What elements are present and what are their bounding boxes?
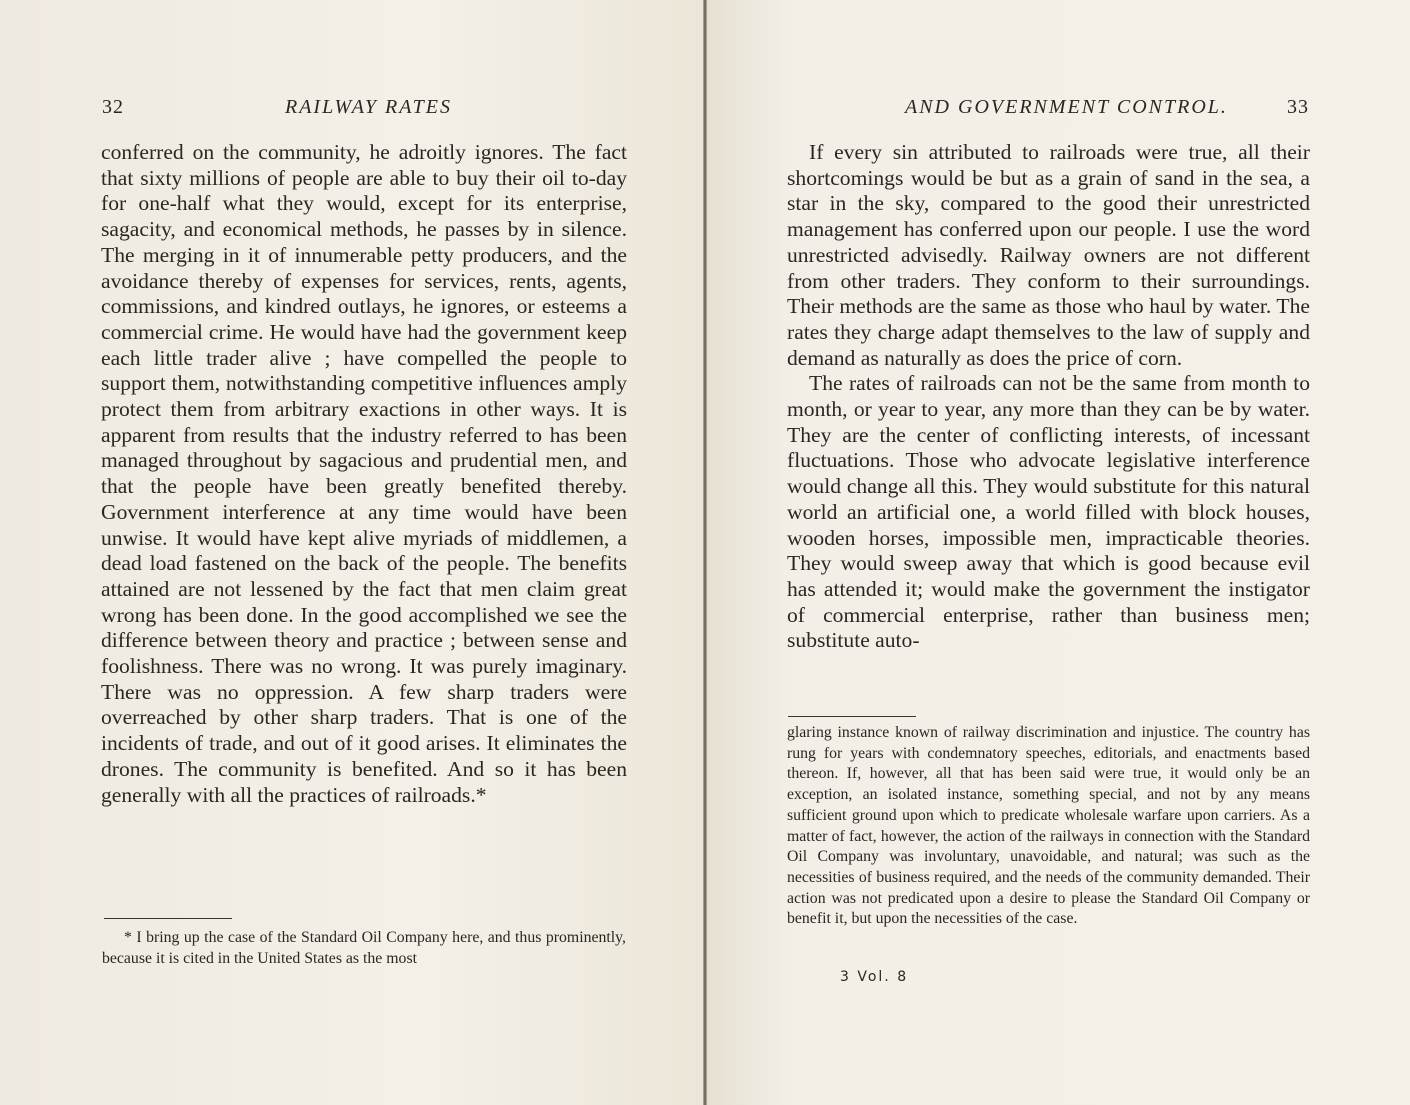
left-paragraph: conferred on the community, he adroitly ignores. The fact that sixty millions of people are able to buy their oil to-day for one-half what they would, except for its enterprise, sagacity, and economical methods, he passes by in silence. The merging in it of innumerable petty producers, and the avoidance thereby of expenses for services, rents, agents, commissions, and kindred outlays, he ignores, or esteems a commercial crime. He would have had the government keep each little trader alive ; have compelled the people to support them, notwithstanding competitive influences amply protect them from arbitrary exactions in other ways. It is apparent from results that the industry referred to has been managed throughout by sagacious and prudential men, and that the people have been greatly benefited thereby. Government interference at any time would have been unwise. It would have kept alive myriads of middlemen, a dead load fastened on the back of the people. The benefits attained are not lessened by the fact that men claim great wrong has been done. In the good accomplished we see the difference between theory and practice ; between sense and foolishness. There was no wrong. It was purely imaginary. There was no oppression. A few sharp traders were overreached by other sharp traders. That is one of the incidents of trade, and out of it good arises. It eliminates the drones. The community is benefited. And so it has been generally with all the practices of railroads.* [101,140,627,807]
signature-mark: 3 Vol. 8 [840,969,909,985]
page-number-left: 32 [102,96,124,118]
left-body-text [101,140,627,808]
footnote-right: glaring instance known of railway discrimination and injustice. The country has rung for years with condemnatory speeches, editorials, and enactments based thereon. If, however, all that has been said were true, it would only be an exception, an isolated instance, something special, and not by any means sufficient ground upon which to predicate wholesale warfare upon carriers. As a matter of fact, however, the action of the railways in connection with the Standard Oil Company was involuntary, unavoidable, and natural; was such as the necessities of business required, and the needs of the community demanded. Their action was not predicated upon a desire to please the Standard Oil Company or benefit it, but upon the necessities of the case. [787,724,1310,928]
right-page [707,0,1410,1105]
running-head-title-left: RAILWAY RATES [285,96,453,118]
right-paragraph-2: The rates of railroads can not be the same from month to month, or year to year, any more than they can be by water. They are the center of conflicting interests, of incessant fluctuations. Those who advocate legislative interference would change all this. They would substitute for this natural world an artificial one, a world filled with block houses, wooden horses, impossible men, impracticable theories. They would sweep away that which is good because evil has attended it; would make the government the instigator of commercial enterprise, rather than business men; substitute auto- [787,371,1310,653]
footnote-left: * I bring up the case of the Standard Oil Company here, and thus prominently, because it is cited in the United States as the most [102,929,626,967]
footnote-rule-right [788,716,916,717]
left-running-head [102,96,626,120]
page-number-right: 33 [1287,96,1309,118]
right-paragraph-1: If every sin attributed to railroads were true, all their shortcomings would be but as a grain of sand in the sea, a star in the sky, compared to the good their unrestricted management has conferred upon our people. I use the word unrestricted advisedly. Railway owners are not different from other traders. They conform to their surroundings. Their methods are the same as those who haul by water. The rates they charge adapt themselves to the law of supply and demand as naturally as does the price of corn. [787,140,1310,370]
running-head-title-right: AND GOVERNMENT CONTROL. [905,96,1228,118]
footnote-rule-left [104,918,232,919]
right-running-head [785,96,1309,120]
right-body-text [787,140,1310,654]
